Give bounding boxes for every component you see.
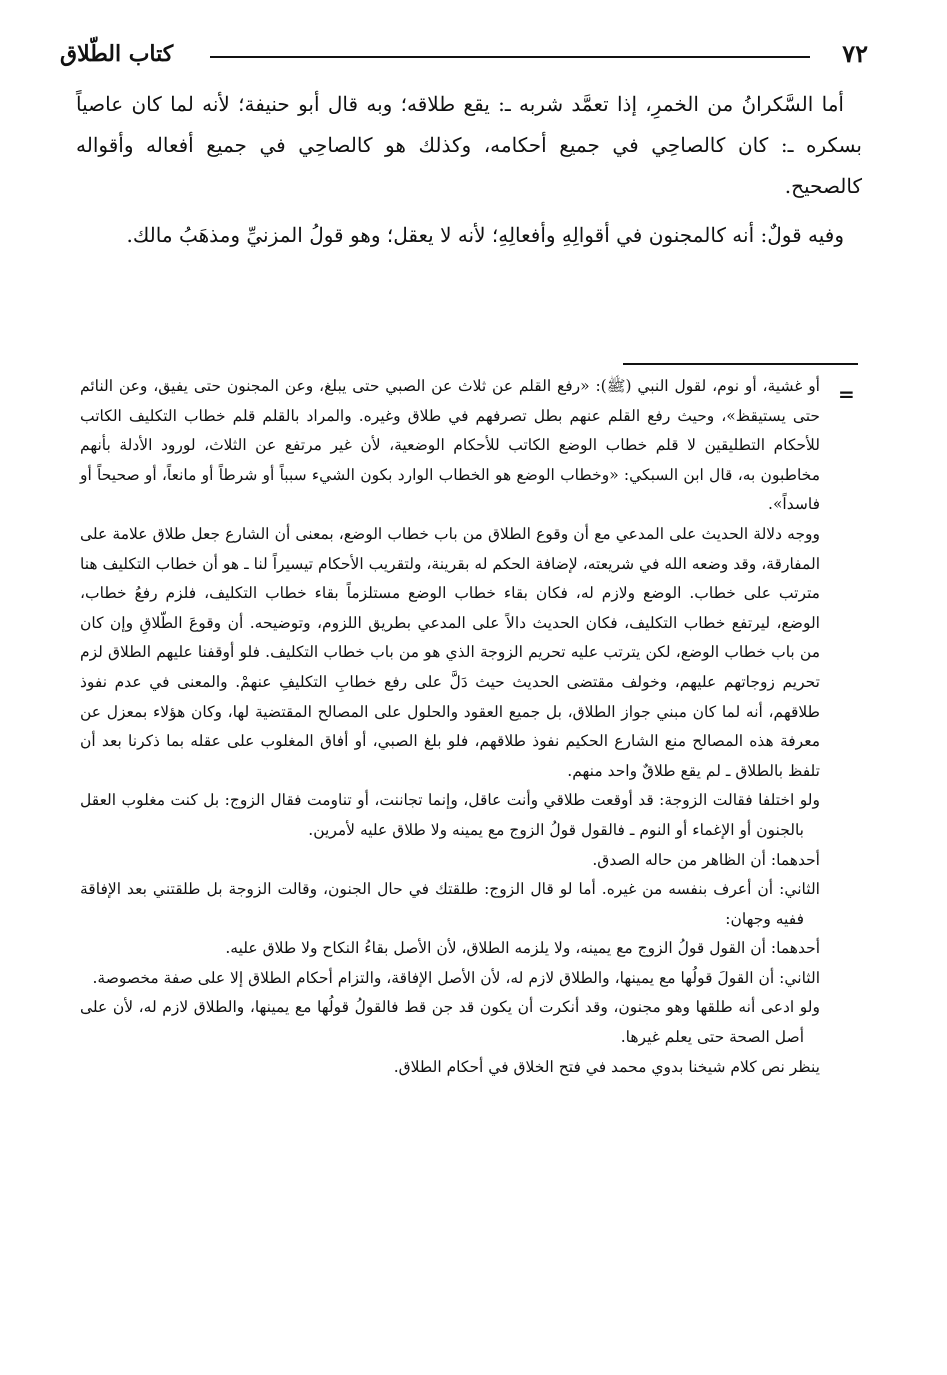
main-paragraph: أما السَّكرانُ من الخمرِ، إذا تعمَّد شربه ـ: يقع طلاقه؛ وبه قال أبو حنيفة؛ لأنه لما كان عاصياً بسكره ـ: كان كالصاحِي في جميع أحكامه، وكذلك هو كالصاحِي في جميع أفعاله وأقواله كالصحيح. (76, 92, 862, 198)
footnote-paragraph: أحدهما: أن الظاهر من حاله الصدق. (592, 850, 820, 869)
footnote-paragraph: الثاني: أن القولَ قولُها مع يمينها، والطلاق لازم له، لأن الأصل الإفاقة، والتزام أحكام الطلاق إلا على صفة مخصوصة. (92, 968, 820, 987)
header-rule (210, 56, 810, 58)
footnote-paragraph: الثاني: أن أعرف بنفسه من غيره. أما لو قال الزوج: طلقتك في حال الجنون، وقالت الزوجة بل طلقتني بعد الإفاقة ففيه وجهان: (80, 880, 820, 928)
footnote-paragraph: ولو ادعى أنه طلقها وهو مجنون، وقد أنكرت أن يكون قد جن قط فالقولُ قولُها مع يمينها، والطلاق لازم له، لأن على أصل الصحة حتى يعلم غيرها. (80, 998, 820, 1047)
footnote-continuation-mark: = (838, 382, 855, 406)
footnote-paragraph: ووجه دلالة الحديث على المدعي مع أن وقوع الطلاق من باب خطاب الوضع، بمعنى أن الشارع جعل طلاق علامة على المفارقة، وقد وضعه الله في شريعته، لإضافة الحكم له بقرينة، ولتقريب الأحكام تيسيراً لنا ـ هو أن خطاب التكليف هنا مترتب على خطاب. الوضع ولازم له، فكان بقاء خطاب الوضع مستلزماً بقاء خطاب التكليف، فلزم رفعُ خطاب، الوضع، ليرتفع خطاب التكليف، فكان الحديث دالاً على المدعي بطريق اللزوم، وتوضيحه. أن وقوعَ الطّلاقِ وإن كان من باب خطاب الوضع، لكن يترتب عليه تحريم الزوجة الذي هو من باب خطاب التكليف. فلو أوقفنا عليهم الطلاق لزم تحريم زوجاتهم عليهم، وخولف مقتضى الحديث حيث دَلَّ على رفع خطابِ التكليفِ عنهمْ. والمعنى في عدم نفوذ طلاقهم، أنه لما كان مبني جواز الطلاق، بل جميع العقود والحلول على المصالح المقتضية لها، وكان هؤلاء بمعزل عن معرفة هذه المصالح منع الشارع الحكيم نفوذ طلاقهم، فلو بلغ الصبي، أو أفاق المغلوب على عقله بما ذكرنا بعد أن تلفظ بالطلاق ـ لم يقع طلاقٌ واحد منهم. (80, 524, 820, 780)
page-number: ٧٢ (842, 39, 868, 68)
footnotes (80, 372, 820, 1082)
running-title: كتاب الطّلاق (60, 41, 174, 67)
main-paragraph: وفيه قولٌ: أنه كالمجنون في أقوالِهِ وأفعالِهِ؛ لأنه لا يعقل؛ وهو قولُ المزنيِّ ومذهَبُ مالك. (126, 223, 844, 247)
page-header (60, 34, 868, 74)
footnote-paragraph: أو غشية، أو نوم، لقول النبي (ﷺ): «رفع القلم عن ثلاث عن الصبي حتى يبلغ، وعن المجنون حتى يفيق، وعن النائم حتى يستيقظ»، وحيث رفع القلم عنهم بطل تصرفهم في طلاق وغيره. والمراد بالقلم قلم خطاب التكليف الكاتب للأحكام التطليقين لا قلم خطاب الوضع الكاتب للأحكام الوضعية، لأن غير مرتفع عن الثلاث، لورود الأدلة بأنهم مخاطبون به، قال ابن السبكي: «وخطاب الوضع هو الخطاب الوارد بكون الشيء سبباً أو شرطاً أو مانعاً، أو صحيحاً أو فاسداً». (80, 377, 820, 514)
footnote-separator (623, 363, 858, 365)
footnote-paragraph: أحدهما: أن القول قولُ الزوج مع يمينه، ولا يلزمه الطلاق، لأن الأصل بقاءُ النكاح ولا طلاق عليه. (225, 939, 820, 958)
footnote-paragraph: ولو اختلفا فقالت الزوجة: قد أوقعت طلاقي وأنت عاقل، وإنما تجاننت، أو تناومت فقال الزوج: بل كنت مغلوب العقل بالجنون أو الإغماء أو النوم ـ فالقول قولُ الزوج مع يمينه ولا طلاق عليه لأمرين. (80, 791, 820, 839)
footnote-paragraph: ينظر نص كلام شيخنا بدوي محمد في فتح الخلاق في أحكام الطلاق. (393, 1057, 820, 1076)
main-text (76, 84, 862, 264)
